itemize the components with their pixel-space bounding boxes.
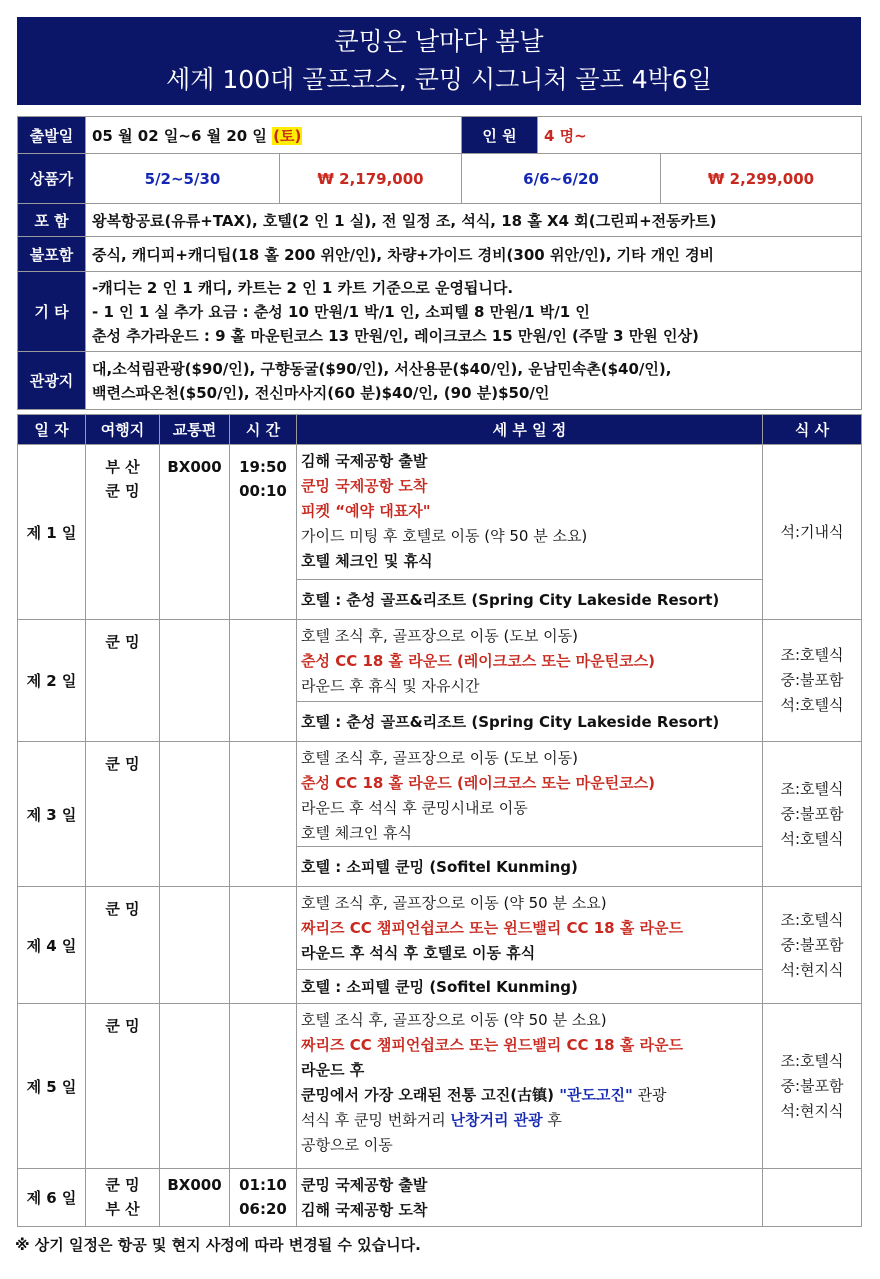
schedule-table bbox=[17, 414, 862, 1227]
activity-list bbox=[297, 620, 762, 701]
etc-line-2: - 1 인 1 실 추가 요금 : 춘성 10 만원/1 박/1 인, 소피텔 8 만원/1 박/1 인 bbox=[92, 302, 590, 321]
place: 쿤 밍 bbox=[105, 633, 140, 651]
activity-text: 석식 후 쿤밍 번화거리 bbox=[301, 1111, 451, 1129]
include-label: 포 함 bbox=[18, 204, 86, 237]
include-value: 왕복항공료(유류+TAX), 호텔(2 인 1 실), 전 일정 조, 석식, 18 홀 X4 회(그린피+전동카트) bbox=[86, 204, 862, 237]
activity-text: 후 bbox=[542, 1111, 562, 1129]
day-label: 제 6 일 bbox=[18, 1169, 86, 1227]
title-line-2: 세계 100대 골프코스, 쿤밍 시그니처 골프 4박6일 bbox=[166, 65, 712, 94]
meal: 석:호텔식 bbox=[780, 829, 844, 848]
day-row-3 bbox=[18, 742, 862, 887]
day-detail bbox=[297, 1169, 763, 1227]
activity-line: 호텔 조식 후, 골프장으로 이동 (도보 이동) bbox=[301, 627, 578, 645]
footer-note: ※ 상기 일정은 항공 및 현지 사정에 따라 변경될 수 있습니다. bbox=[15, 1236, 421, 1254]
hotel-info: 호텔 : 춘성 골프&리조트 (Spring City Lakeside Resort) bbox=[297, 579, 762, 619]
title-line-1: 쿤밍은 날마다 봄날 bbox=[334, 27, 544, 56]
day-label: 제 2 일 bbox=[18, 620, 86, 742]
activity-line: 라운드 후 bbox=[301, 1061, 365, 1079]
meal: 중:불포함 bbox=[780, 804, 844, 823]
place: 쿤 밍 bbox=[105, 1017, 140, 1035]
exclude-row bbox=[18, 237, 862, 272]
meal: 조:호텔식 bbox=[780, 910, 844, 929]
meal: 조:호텔식 bbox=[780, 1051, 844, 1070]
flight-code bbox=[160, 620, 230, 742]
etc-value bbox=[86, 272, 862, 352]
activity-line: 호텔 조식 후, 골프장으로 이동 (약 50 분 소요) bbox=[301, 894, 607, 912]
header-meal: 식 사 bbox=[763, 415, 862, 445]
header-place: 여행지 bbox=[86, 415, 160, 445]
departure-row bbox=[18, 117, 862, 154]
time: 00:10 bbox=[239, 482, 287, 500]
period-2: 6/6~6/20 bbox=[462, 154, 661, 204]
flight-code bbox=[160, 742, 230, 887]
tour-line-1: 대,소석림관광($90/인), 구향동굴($90/인), 서산용문($40/인), 운남민속촌($40/인), bbox=[92, 359, 672, 378]
activity-list bbox=[297, 742, 762, 846]
day-places bbox=[86, 445, 160, 620]
place: 쿤 밍 bbox=[105, 755, 140, 773]
price-row bbox=[18, 154, 862, 204]
day-places bbox=[86, 887, 160, 1004]
flight-code: BX000 bbox=[160, 1169, 230, 1227]
day-label: 제 5 일 bbox=[18, 1004, 86, 1169]
header-detail: 세 부 일 정 bbox=[297, 415, 763, 445]
meal: 중:불포함 bbox=[780, 935, 844, 954]
hotel-info: 호텔 : 춘성 골프&리조트 (Spring City Lakeside Resort) bbox=[297, 701, 762, 741]
activity-line: 호텔 조식 후, 골프장으로 이동 (약 50 분 소요) bbox=[301, 1011, 607, 1029]
day-label: 제 4 일 bbox=[18, 887, 86, 1004]
people-value: 4 명~ bbox=[538, 117, 862, 154]
title-banner bbox=[17, 17, 861, 105]
day-times bbox=[230, 620, 297, 742]
day-meals bbox=[763, 445, 862, 620]
day-times bbox=[230, 445, 297, 620]
price-label: 상품가 bbox=[18, 154, 86, 204]
activity-line: 호텔 체크인 휴식 bbox=[301, 824, 412, 842]
flight-code bbox=[160, 887, 230, 1004]
activity-line: 짜리즈 CC 챔피언쉽코스 또는 윈드밸리 CC 18 홀 라운드 bbox=[301, 919, 683, 937]
day-places bbox=[86, 1004, 160, 1169]
meal: 조:호텔식 bbox=[780, 646, 844, 664]
period-1: 5/2~5/30 bbox=[86, 154, 280, 204]
etc-row bbox=[18, 272, 862, 352]
activity-line: 김해 국제공항 출발 bbox=[301, 452, 428, 470]
departure-day-badge: (토) bbox=[273, 126, 302, 145]
tour-label: 관광지 bbox=[18, 352, 86, 410]
day-meals bbox=[763, 1169, 862, 1227]
activity-line: 라운드 후 석식 후 호텔로 이동 휴식 bbox=[301, 944, 536, 962]
tour-line-2: 백련스파온천($50/인), 전신마사지(60 분)$40/인, (90 분)$50/인 bbox=[92, 383, 550, 402]
activity-line bbox=[301, 1108, 759, 1133]
place: 부 산 bbox=[105, 1200, 140, 1218]
tour-value bbox=[86, 352, 862, 410]
activity-line: 쿤밍 국제공항 출발 bbox=[301, 1176, 428, 1194]
info-table bbox=[17, 116, 862, 410]
time: 19:50 bbox=[239, 458, 287, 476]
activity-line: 춘성 CC 18 홀 라운드 (레이크코스 또는 마운틴코스) bbox=[301, 652, 655, 670]
day-times bbox=[230, 742, 297, 887]
day-detail bbox=[297, 445, 763, 620]
day-meals bbox=[763, 1004, 862, 1169]
exclude-label: 불포함 bbox=[18, 237, 86, 272]
activity-text: 관광 bbox=[632, 1086, 667, 1104]
people-label: 인 원 bbox=[462, 117, 538, 154]
day-detail bbox=[297, 742, 763, 887]
departure-label: 출발일 bbox=[18, 117, 86, 154]
price-1: ₩ 2,179,000 bbox=[280, 154, 462, 204]
activity-text: 쿤밍에서 가장 오래된 전통 고진(古镇) bbox=[301, 1086, 560, 1104]
schedule-header-row bbox=[18, 415, 862, 445]
meal: 석:호텔식 bbox=[780, 696, 844, 714]
day-meals bbox=[763, 620, 862, 742]
day-detail bbox=[297, 620, 763, 742]
activity-line: 라운드 후 석식 후 쿤밍시내로 이동 bbox=[301, 799, 528, 817]
time: 01:10 bbox=[239, 1176, 287, 1194]
highlight-text: "관도고진" bbox=[559, 1086, 633, 1104]
day-row-5 bbox=[18, 1004, 862, 1169]
day-times bbox=[230, 887, 297, 1004]
day-detail bbox=[297, 887, 763, 1004]
activity-line: 호텔 조식 후, 골프장으로 이동 (도보 이동) bbox=[301, 749, 578, 767]
meal: 석:현지식 bbox=[780, 1101, 844, 1120]
day-row-6 bbox=[18, 1169, 862, 1227]
include-row bbox=[18, 204, 862, 237]
departure-dates: 05 월 02 일~6 월 20 일 bbox=[92, 126, 267, 145]
activity-line: 춘성 CC 18 홀 라운드 (레이크코스 또는 마운틴코스) bbox=[301, 774, 655, 792]
etc-label: 기 타 bbox=[18, 272, 86, 352]
day-label: 제 1 일 bbox=[18, 445, 86, 620]
meal: 석:현지식 bbox=[780, 960, 844, 979]
meal: 석:기내식 bbox=[780, 522, 844, 541]
day-row-4 bbox=[18, 887, 862, 1004]
header-transport: 교통편 bbox=[160, 415, 230, 445]
day-detail bbox=[297, 1004, 763, 1169]
price-2: ₩ 2,299,000 bbox=[661, 154, 862, 204]
activity-line bbox=[301, 1083, 759, 1108]
day-meals bbox=[763, 887, 862, 1004]
meal: 중:불포함 bbox=[780, 1076, 844, 1095]
activity-line: 짜리즈 CC 챔피언쉽코스 또는 윈드밸리 CC 18 홀 라운드 bbox=[301, 1036, 683, 1054]
etc-line-3: 춘성 추가라운드 : 9 홀 마운틴코스 13 만원/인, 레이크코스 15 만원/인 (주말 3 만원 인상) bbox=[92, 326, 699, 345]
activity-list bbox=[297, 887, 762, 969]
place: 부 산 bbox=[105, 458, 140, 476]
hotel-info: 호텔 : 소피텔 쿤밍 (Sofitel Kunming) bbox=[297, 969, 762, 1003]
meal: 중:불포함 bbox=[780, 671, 844, 689]
activity-list bbox=[297, 1169, 762, 1225]
day-label: 제 3 일 bbox=[18, 742, 86, 887]
etc-line-1: -캐디는 2 인 1 캐디, 카트는 2 인 1 카트 기준으로 운영됩니다. bbox=[92, 278, 514, 297]
header-day: 일 자 bbox=[18, 415, 86, 445]
day-places bbox=[86, 742, 160, 887]
activity-list bbox=[297, 445, 762, 579]
activity-line: 라운드 후 휴식 및 자유시간 bbox=[301, 677, 480, 695]
flight-code: BX000 bbox=[160, 445, 230, 620]
place: 쿤 밍 bbox=[105, 1176, 140, 1194]
activity-line: 공항으로 이동 bbox=[301, 1136, 393, 1154]
day-row-1 bbox=[18, 445, 862, 620]
activity-list bbox=[297, 1004, 762, 1160]
place: 쿤 밍 bbox=[105, 900, 140, 918]
day-times bbox=[230, 1004, 297, 1169]
activity-line: 가이드 미팅 후 호텔로 이동 (약 50 분 소요) bbox=[301, 527, 588, 545]
flight-code bbox=[160, 1004, 230, 1169]
time: 06:20 bbox=[239, 1200, 287, 1218]
highlight-text: 난창거리 관광 bbox=[450, 1111, 543, 1129]
departure-value bbox=[86, 117, 462, 154]
exclude-value: 중식, 캐디피+캐디팁(18 홀 200 위안/인), 차량+가이드 경비(300 위안/인), 기타 개인 경비 bbox=[86, 237, 862, 272]
activity-line: 김해 국제공항 도착 bbox=[301, 1201, 428, 1219]
day-places bbox=[86, 620, 160, 742]
activity-line: 피켓 “예약 대표자" bbox=[301, 502, 431, 520]
header-time: 시 간 bbox=[230, 415, 297, 445]
day-times bbox=[230, 1169, 297, 1227]
tour-row bbox=[18, 352, 862, 410]
activity-line: 쿤밍 국제공항 도착 bbox=[301, 477, 428, 495]
place: 쿤 밍 bbox=[105, 482, 140, 500]
day-row-2 bbox=[18, 620, 862, 742]
meal: 조:호텔식 bbox=[780, 779, 844, 798]
day-meals bbox=[763, 742, 862, 887]
day-places bbox=[86, 1169, 160, 1227]
hotel-info: 호텔 : 소피텔 쿤밍 (Sofitel Kunming) bbox=[297, 846, 762, 886]
activity-line: 호텔 체크인 및 휴식 bbox=[301, 552, 433, 570]
